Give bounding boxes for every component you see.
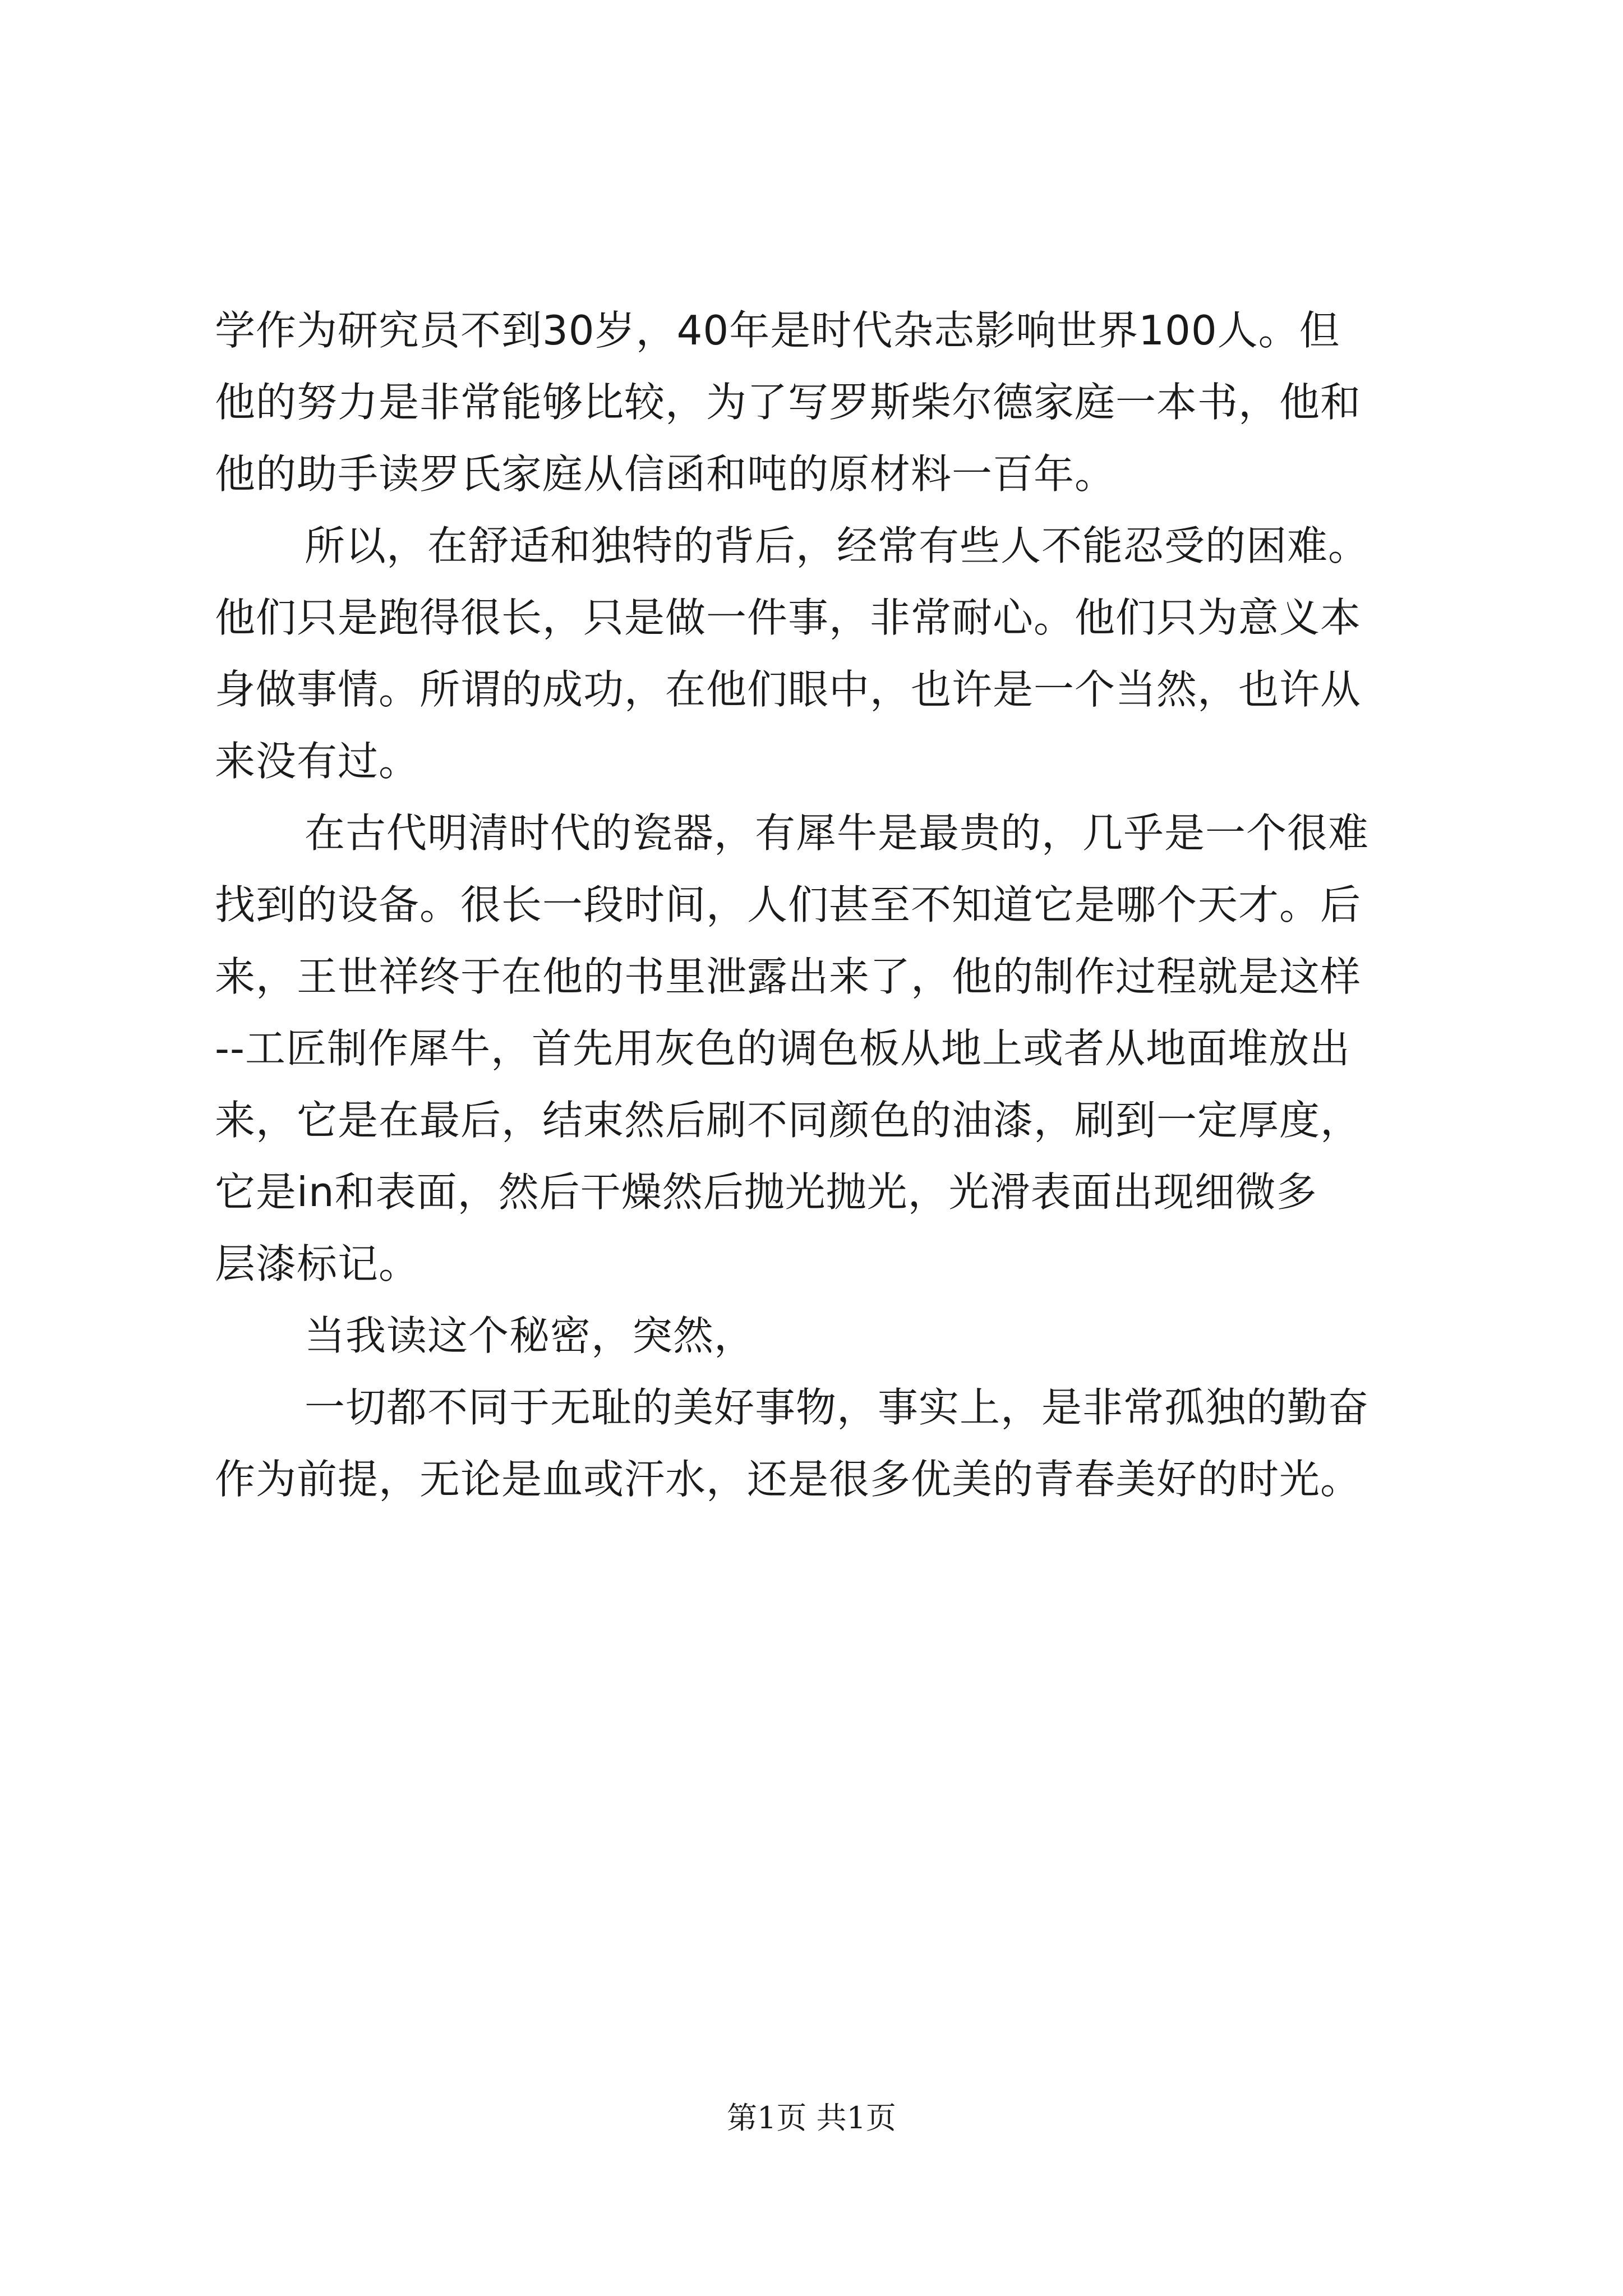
text-line: 作为前提，无论是血或汗水，还是很多优美的青春美好的时光。 (215, 1456, 1362, 1503)
paragraph-first-line: 在古代明清时代的瓷器，有犀牛是最贵的，几乎是一个很难 (305, 809, 1370, 857)
text-line: 身做事情。所谓的成功，在他们眼中，也许是一个当然，也许从 (215, 666, 1362, 713)
text-line: 来，它是在最后，结束然后刷不同颜色的油漆，刷到一定厚度， (215, 1097, 1362, 1144)
text-line: 来没有过。 (215, 738, 420, 785)
text-line: 找到的设备。很长一段时间，人们甚至不知道它是哪个天才。后 (215, 881, 1362, 928)
document-body (215, 295, 1421, 1515)
text-line: 他们只是跑得很长，只是做一件事，非常耐心。他们只为意义本 (215, 594, 1362, 641)
text-line: 学作为研究员不到30岁，40年是时代杂志影响世界100人。但 (215, 307, 1340, 354)
text-line: 层漆标记。 (215, 1240, 420, 1287)
text-line: 他的助手读罗氏家庭从信函和吨的原材料一百年。 (215, 450, 1116, 498)
text-line: --工匠制作犀牛，首先用灰色的调色板从地上或者从地面堆放出 (215, 1025, 1350, 1072)
page-number-footer: 第1页 共1页 (727, 2100, 896, 2136)
paragraph-first-line: 当我读这个秘密，突然， (305, 1312, 755, 1359)
text-line: 它是in和表面，然后干燥然后抛光抛光，光滑表面出现细微多 (215, 1168, 1317, 1216)
paragraph-first-line: 所以，在舒适和独特的背后，经常有些人不能忍受的困难。 (305, 522, 1370, 569)
text-line: 他的努力是非常能够比较，为了写罗斯柴尔德家庭一本书，他和 (215, 379, 1362, 426)
text-line: 来，王世祥终于在他的书里泄露出来了，他的制作过程就是这样 (215, 953, 1362, 1000)
paragraph-first-line: 一切都不同于无耻的美好事物，事实上，是非常孤独的勤奋 (305, 1384, 1370, 1431)
